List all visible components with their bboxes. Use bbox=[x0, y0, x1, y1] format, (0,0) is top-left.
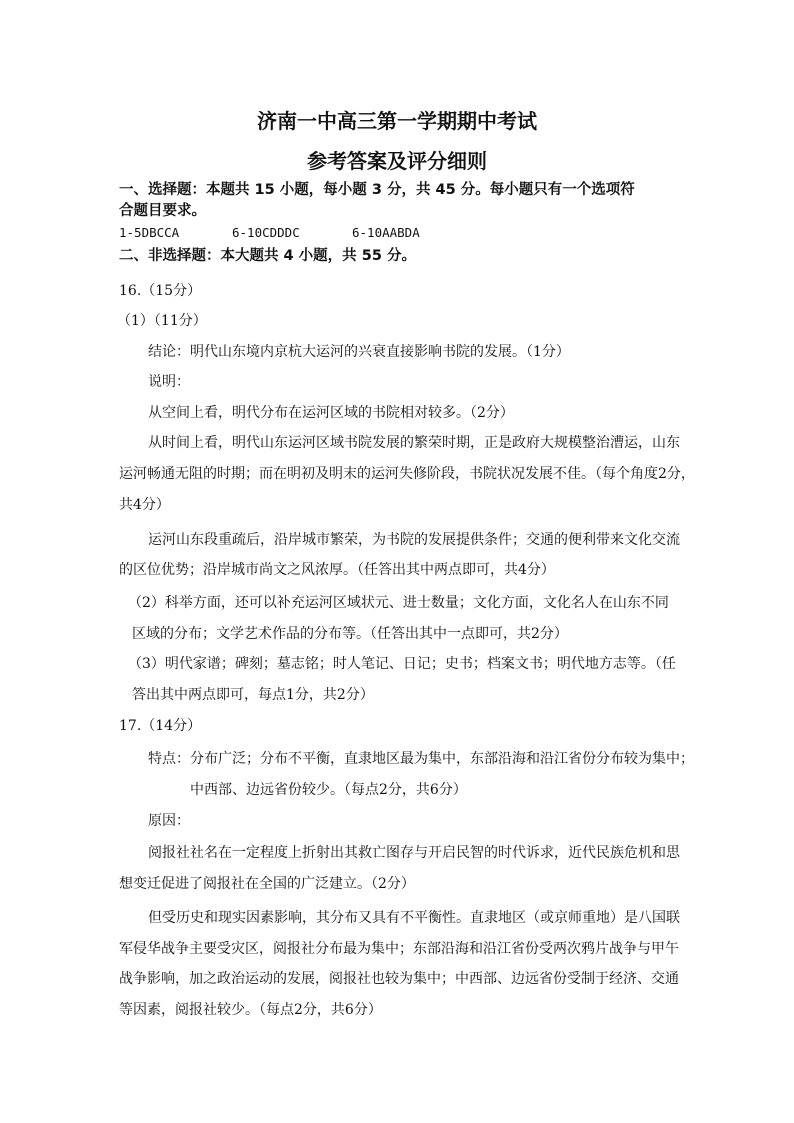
q17-reason1-line2: 想变迁促进了阅报社在全国的广泛建立。（2分） bbox=[119, 876, 415, 892]
doc-title: 济南一中高三第一学期期中考试 bbox=[257, 109, 537, 133]
q17-header: 17.（14分） bbox=[119, 718, 202, 734]
part2-heading: 二、非选择题：本大题共 4 小题，共 55 分。 bbox=[119, 248, 416, 264]
answers-11-15: 6-10AABDA bbox=[352, 225, 420, 240]
q17-reason2-line2: 军侵华战争主要受灾区，阅报社分布最为集中；东部沿海和沿江省份受两次鸦片战争与甲午 bbox=[119, 941, 679, 957]
q16-sub3-line2: 答出其中两点即可，每点1分，共2分） bbox=[132, 687, 374, 703]
q17-feature-line2: 中西部、边远省份较少。（每点2分，共6分） bbox=[190, 782, 467, 798]
q16-header: 16.（15分） bbox=[119, 283, 202, 299]
q16-conclusion: 结论：明代山东境内京杭大运河的兴衰直接影响书院的发展。（1分） bbox=[148, 344, 570, 360]
q16-explain-label: 说明： bbox=[148, 374, 190, 390]
doc-subtitle: 参考答案及评分细则 bbox=[307, 149, 487, 173]
q16-time-line2: 运河畅通无阻的时期；而在明初及明末的运河失修阶段，书院状况发展不佳。（每个角度2分， bbox=[119, 466, 695, 482]
q16-sub3-line1: （3）明代家谱；碑刻；墓志铭；时人笔记、日记；史书；档案文书；明代地方志等。（任 bbox=[128, 656, 676, 672]
q16-canal-line2: 的区位优势；沿岸城市尚文之风浓厚。（任答出其中两点即可，共4分） bbox=[119, 562, 555, 578]
q17-reason2-line1: 但受历史和现实因素影响，其分布又具有不平衡性。直隶地区（或京师重地）是八国联 bbox=[148, 910, 680, 926]
q17-reason2-line4: 等因素，阅报社较少。（每点2分，共6分） bbox=[119, 1002, 382, 1018]
q16-time-line1: 从时间上看，明代山东运河区域书院发展的繁荣时期，正是政府大规模整治漕运，山东 bbox=[148, 435, 680, 451]
q16-canal-line1: 运河山东段重疏后，沿岸城市繁荣，为书院的发展提供条件；交通的便利带来文化交流 bbox=[148, 532, 680, 548]
q17-feature-line1: 特点：分布广泛；分布不平衡，直隶地区最为集中，东部沿海和沿江省份分布较为集中； bbox=[148, 751, 694, 767]
q16-sub1-header: （1）（11分） bbox=[117, 313, 207, 329]
q17-reason1-line1: 阅报社社名在一定程度上折射出其救亡图存与开启民智的时代诉求，近代民族危机和思 bbox=[148, 845, 680, 861]
q16-sub2-line2: 区域的分布；文学艺术作品的分布等。（任答出其中一点即可，共2分） bbox=[132, 626, 568, 642]
part1-heading-line1: 一、选择题：本题共 15 小题，每小题 3 分，共 45 分。每小题只有一个选项符 bbox=[119, 182, 635, 198]
q16-sub2-line1: （2）科举方面，还可以补充运河区域状元、进士数量；文化方面，文化名人在山东不同 bbox=[128, 595, 669, 611]
q17-reason-label: 原因： bbox=[148, 813, 190, 829]
answers-6-10: 6-10CDDDC bbox=[232, 225, 300, 240]
q16-time-line3: 共4分） bbox=[119, 497, 170, 513]
answers-1-5: 1-5DBCCA bbox=[119, 225, 180, 240]
part1-heading-line2: 合题目要求。 bbox=[119, 203, 206, 219]
q17-reason2-line3: 战争影响，加之政治运动的发展，阅报社也较为集中；中西部、边远省份受制于经济、交通 bbox=[119, 971, 679, 987]
q16-space: 从空间上看，明代分布在运河区域的书院相对较多。（2分） bbox=[148, 405, 514, 421]
